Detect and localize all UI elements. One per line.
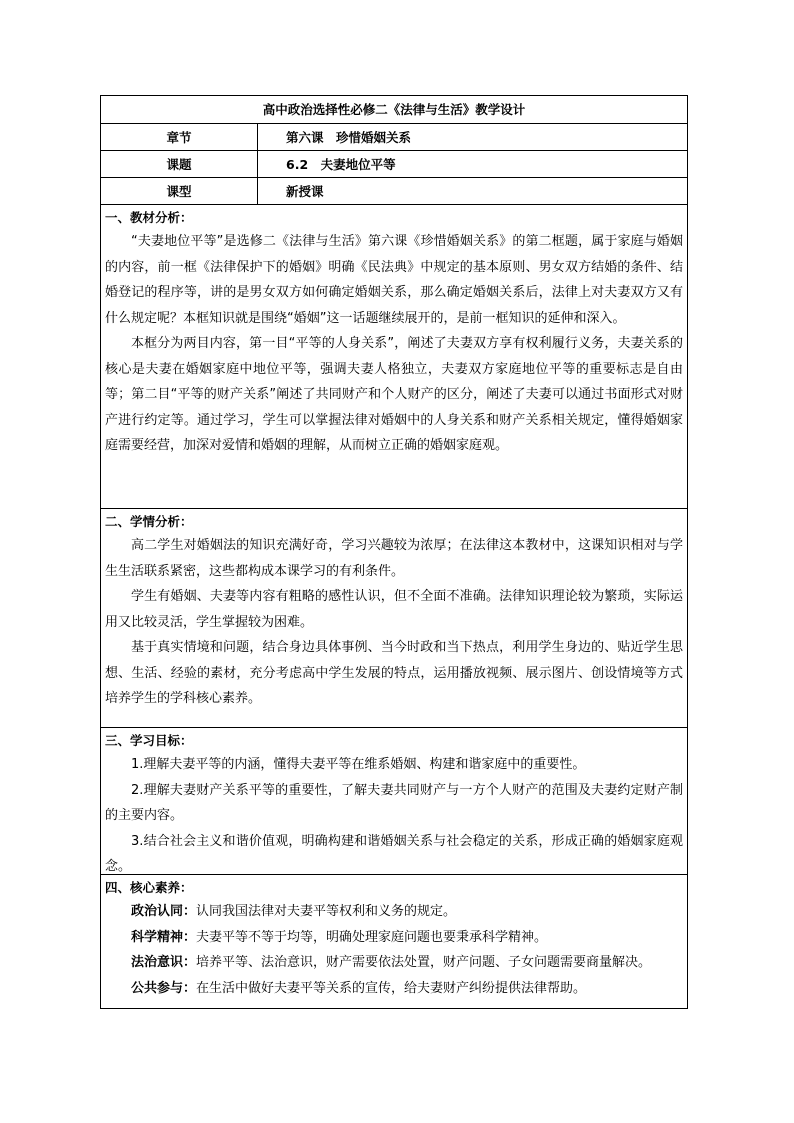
- literacy-text: 培养平等、法治意识，财产需要依法处置，财产问题、子女问题需要商量解决。: [196, 955, 652, 970]
- literacy-label: 科学精神：: [131, 929, 197, 945]
- section-heading: 三、学习目标：: [105, 733, 193, 748]
- literacy-item: [105, 899, 683, 925]
- literacy-label: 政治认同：: [131, 904, 197, 919]
- document-title: 高中政治选择性必修二《法律与生活》教学设计: [101, 96, 687, 124]
- literacy-item: [105, 950, 683, 976]
- objective-item: 1.理解夫妻平等的内涵，懂得夫妻平等在维系婚姻、构建和谐家庭中的重要性。: [131, 757, 586, 772]
- paragraph: 本框分为两目内容，第一目“平等的人身关系”，阐述了夫妻双方享有权利履行义务，夫妻关系的核心是夫妻在婚姻家庭中地位平等，强调夫妻人格独立，夫妻双方家庭地位平等的重要标志是自由等；第二目“平等的财产关系”阐述了共同财产和个人财产的区分，阐述了夫妻可以通过书面形式对财产进行约定等。通过学习，学生可以掌握法律对婚姻中的人身关系和财产关系相关规定，懂得婚姻家庭需要经营，加深对爱情和婚姻的理解，从而树立正确的婚姻家庭观。: [105, 336, 683, 453]
- section-heading: 一、教材分析：: [105, 210, 193, 225]
- lesson-type-value: 新授课: [286, 184, 324, 199]
- literacy-text: 认同我国法律对夫妻平等权利和义务的规定。: [196, 904, 457, 919]
- learner-analysis-section: [101, 509, 687, 728]
- textbook-analysis-section: [101, 205, 687, 509]
- topic-label: 课题: [101, 151, 258, 177]
- literacy-label: 法治意识：: [131, 955, 197, 970]
- chapter-label: 章节: [101, 124, 258, 150]
- lesson-plan-table: [100, 95, 688, 1009]
- paragraph: 高二学生对婚姻法的知识充满好奇，学习兴趣较为浓厚；在法律这本教材中，这课知识相对与学生生活联系紧密，这些都构成本课学习的有利条件。: [105, 538, 683, 579]
- lesson-type-label: 课型: [101, 178, 258, 204]
- topic-value: 6.2 夫妻地位平等: [286, 157, 396, 172]
- paragraph: 基于真实情境和问题，结合身边具体事例、当今时政和当下热点，利用学生身边的、贴近学生思想、生活、经验的素材，充分考虑高中学生发展的特点，运用播放视频、展示图片、创设情境等方式培养学生的学科核心素养。: [105, 640, 683, 706]
- chapter-row: [101, 124, 687, 151]
- literacy-label: 公共参与：: [131, 980, 197, 996]
- section-heading: 二、学情分析：: [105, 514, 193, 529]
- paragraph: 学生有婚姻、夫妻等内容有粗略的感性认识，但不全面不准确。法律知识理论较为繁琐，实际运用又比较灵活，学生掌握较为困难。: [105, 589, 683, 630]
- literacy-item: [105, 925, 683, 951]
- literacy-item: [105, 976, 683, 1002]
- lesson-type-row: [101, 178, 687, 205]
- section-heading: 四、核心素养：: [105, 880, 193, 895]
- topic-row: [101, 151, 687, 178]
- paragraph: “夫妻地位平等”是选修二《法律与生活》第六课《珍惜婚姻关系》的第二框题，属于家庭与婚姻的内容，前一框《法律保护下的婚姻》明确《民法典》中规定的基本原则、男女双方结婚的条件、结婚登记的程序等，讲的是男女双方如何确定婚姻关系，那么确定婚姻关系后，法律上对夫妻双方又有什么规定呢？本框知识就是围绕“婚姻”这一话题继续展开的，是前一框知识的延伸和深入。: [105, 234, 683, 326]
- learning-objectives-section: [101, 728, 687, 875]
- literacy-text: 在生活中做好夫妻平等关系的宣传，给夫妻财产纠纷提供法律帮助。: [196, 980, 587, 996]
- objective-item: 3.结合社会主义和谐价值观，明确构建和谐婚姻关系与社会稳定的关系，形成正确的婚姻家庭观念。: [105, 833, 683, 874]
- literacy-text: 夫妻平等不等于均等，明确处理家庭问题也要秉承科学精神。: [196, 929, 548, 945]
- chapter-value: 第六课 珍惜婚姻关系: [286, 130, 412, 145]
- core-literacy-section: [101, 875, 687, 1008]
- objective-item: 2.理解夫妻财产关系平等的重要性，了解夫妻共同财产与一方个人财产的范围及夫妻约定财产制的主要内容。: [105, 782, 683, 823]
